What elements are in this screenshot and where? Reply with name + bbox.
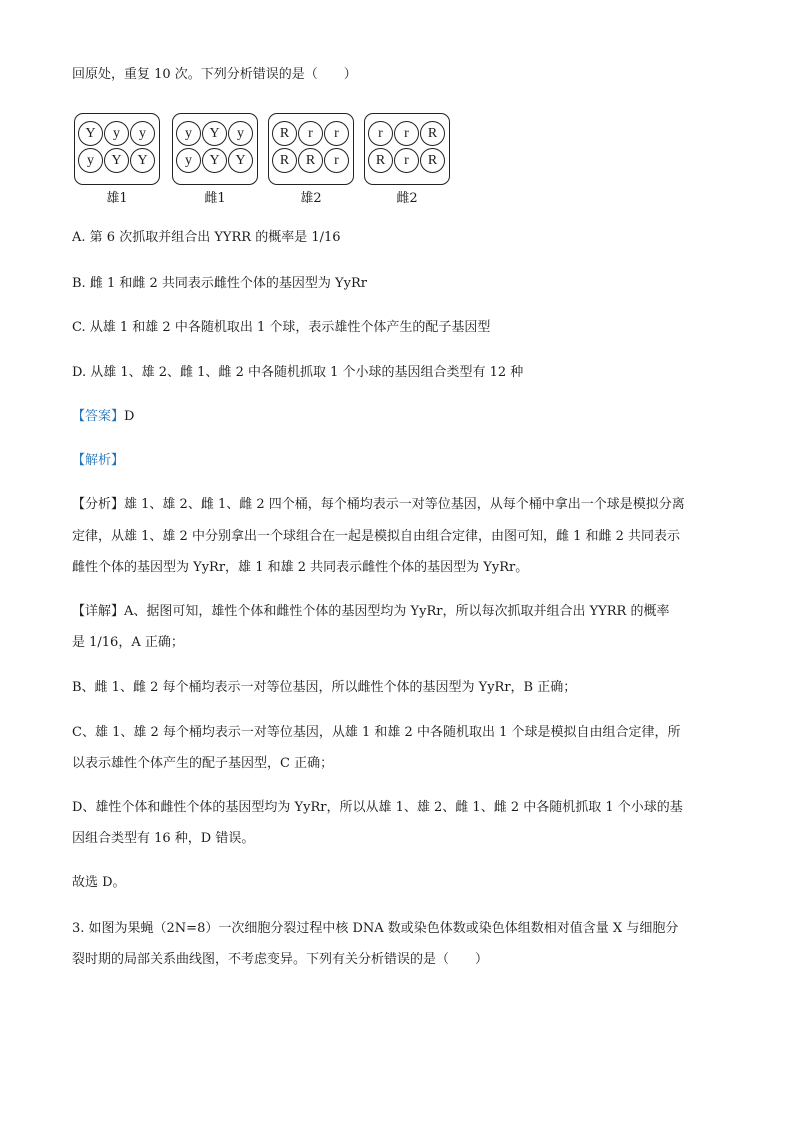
allele-ball: y — [228, 121, 253, 146]
allele-ball: Y — [202, 148, 227, 173]
allele-ball: r — [394, 121, 419, 146]
allele-ball: r — [394, 148, 419, 173]
xiangjie-c-2: 以表示雄性个体产生的配子基因型，C 正确； — [72, 756, 334, 771]
allele-ball: Y — [202, 121, 227, 146]
allele-ball: R — [420, 121, 445, 146]
fenxi-line-1 — [72, 496, 685, 514]
urn-1 — [74, 113, 160, 206]
allele-ball: Y — [78, 121, 103, 146]
allele-ball: r — [298, 121, 323, 146]
option-d: D. 从雄 1、雄 2、雌 1、雌 2 中各随机抓取 1 个小球的基因组合类型有 12 种 — [72, 365, 524, 380]
allele-ball: R — [272, 121, 297, 146]
allele-ball: y — [104, 121, 129, 146]
allele-ball: y — [78, 148, 103, 173]
allele-ball: R — [272, 148, 297, 173]
xiangjie-b: B、雌 1、雌 2 每个桶均表示一对等位基因，所以雌性个体的基因型为 YyRr，B 正确； — [72, 680, 577, 695]
option-c: C. 从雄 1 和雄 2 中各随机取出 1 个球，表示雄性个体产生的配子基因型 — [72, 320, 491, 335]
fenxi-line-2: 定律，从雄 1、雄 2 中分别拿出一个球组合在一起是模拟自由组合定律，由图可知，雌 1 和雌 2 共同表示 — [72, 529, 681, 544]
urn-label: 雄1 — [106, 191, 128, 206]
answer-text: D — [124, 409, 135, 424]
urn-label: 雌2 — [396, 191, 418, 206]
fenxi-line-3: 雌性个体的基因型为 YyRr，雄 1 和雄 2 共同表示雌性个体的基因型为 YyRr。 — [72, 560, 529, 575]
xiangjie-d-2: 因组合类型有 16 种，D 错误。 — [72, 831, 255, 846]
xiangjie-line-1 — [72, 603, 669, 621]
question-3-line-2: 裂时期的局部关系曲线图，不考虑变异。下列有关分析错误的是（ ） — [72, 952, 489, 967]
allele-ball: y — [176, 148, 201, 173]
allele-ball: y — [176, 121, 201, 146]
fenxi-text-1: 雄 1、雄 2、雌 1、雌 2 四个桶，每个桶均表示一对等位基因，从每个桶中拿出一个球是模拟分离 — [124, 497, 685, 512]
answer-line — [72, 408, 134, 426]
xiangjie-a-1: A、据图可知，雄性个体和雌性个体的基因型均为 YyRr，所以每次抓取并组合出 YYRR 的概率 — [124, 604, 670, 619]
urn-label: 雌1 — [204, 191, 226, 206]
allele-ball: y — [130, 121, 155, 146]
allele-ball: R — [420, 148, 445, 173]
allele-ball: Y — [130, 148, 155, 173]
allele-ball: Y — [104, 148, 129, 173]
urn-3 — [268, 113, 354, 206]
allele-ball: r — [368, 121, 393, 146]
xiangjie-c-1: C、雄 1、雄 2 每个桶均表示一对等位基因，从雄 1 和雄 2 中各随机取出 1 个球是模拟自由组合定律，所 — [72, 725, 681, 740]
option-b: B. 雌 1 和雌 2 共同表示雌性个体的基因型为 YyRr — [72, 276, 367, 291]
allele-ball: R — [298, 148, 323, 173]
xiangjie-a-2: 是 1/16，A 正确； — [72, 635, 184, 650]
question-tail: 回原处，重复 10 次。下列分析错误的是（ ） — [72, 67, 357, 82]
answer-tag: 【答案】 — [72, 409, 125, 424]
urn-4 — [364, 113, 450, 206]
option-a: A. 第 6 次抓取并组合出 YYRR 的概率是 1/16 — [72, 230, 341, 245]
allele-ball: r — [324, 121, 349, 146]
xiangjie-tag: 【详解】 — [72, 604, 125, 619]
allele-ball: R — [368, 148, 393, 173]
allele-ball: Y — [228, 148, 253, 173]
fenxi-tag: 【分析】 — [72, 497, 125, 512]
urn-2 — [172, 113, 258, 206]
question-3-line-1: 3. 如图为果蝇（2N=8）一次细胞分裂过程中核 DNA 数或染色体数或染色体组数相对值含量 X 与细胞分 — [72, 921, 679, 936]
conclusion: 故选 D。 — [72, 875, 126, 890]
xiangjie-d-1: D、雄性个体和雌性个体的基因型均为 YyRr，所以从雄 1、雄 2、雌 1、雌 2 中各随机抓取 1 个小球的基 — [72, 800, 683, 815]
allele-ball: r — [324, 148, 349, 173]
urn-figure — [74, 113, 454, 208]
analysis-tag: 【解析】 — [72, 453, 125, 468]
urn-label: 雄2 — [300, 191, 322, 206]
